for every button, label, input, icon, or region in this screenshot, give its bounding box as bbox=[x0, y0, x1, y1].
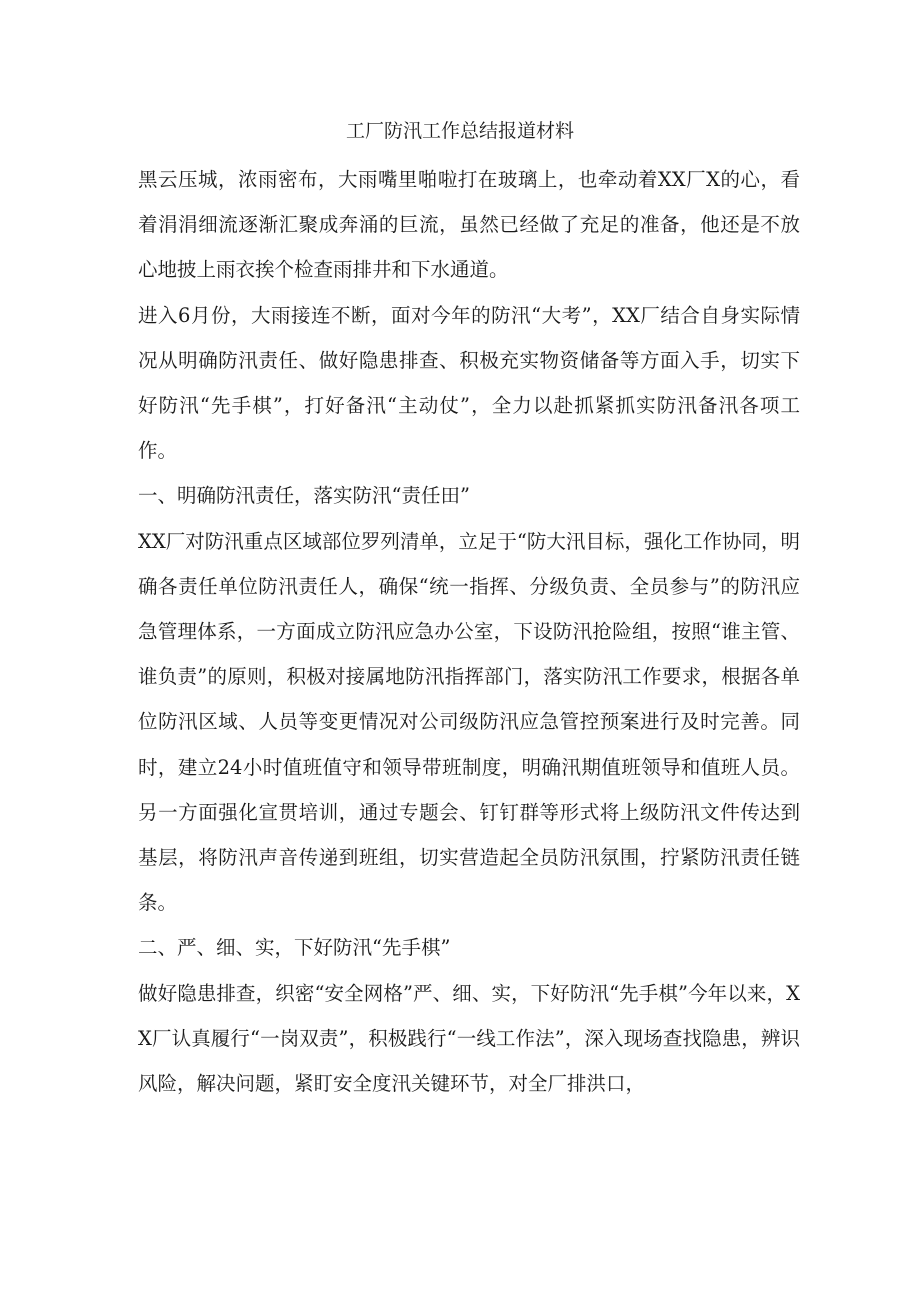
document-body bbox=[138, 157, 800, 1106]
paragraph-inspection: 做好隐患排查，织密“安全网格”严、细、实，下好防汛“先手棋”今年以来，XX厂认真履行“一岗双责”，积极践行“一线工作法”，深入现场查找隐患，辨识风险，解决问题，紧盯安全度汛关键环节，对全厂排洪口， bbox=[138, 981, 800, 1096]
document-title: 工厂防汛工作总结报道材料 bbox=[345, 120, 574, 142]
paragraph-responsibility: XX厂对防汛重点区域部位罗列清单，立足于“防大汛目标，强化工作协同，明确各责任单位防汛责任人，确保“统一指挥、分级负责、全员参与”的防汛应急管理体系，一方面成立防汛应急办公室，下设防汛抢险组，按照“谁主管、谁负责”的原则，积极对接属地防汛指挥部门，落实防汛工作要求，根据各单位防汛区域、人员等变更情况对公司级防汛应急管控预案进行及时完善。同时，建立24小时值班值守和领导带班制度，明确汛期值班领导和值班人员。另一方面强化宣贯培训，通过专题会、钉钉群等形式将上级防汛文件传达到基层，将防汛声音传递到班组，切实营造起全员防汛氛围，拧紧防汛责任链条。 bbox=[138, 529, 800, 915]
paragraph-june: 进入6月份，大雨接连不断，面对今年的防汛“大考”，XX厂结合自身实际情况从明确防汛责任、做好隐患排查、积极充实物资储备等方面入手，切实下好防汛“先手棋”，打好备汛“主动仗”，全力以赴抓紧抓实防汛备汛各项工作。 bbox=[138, 303, 800, 463]
paragraph-intro: 黑云压城，浓雨密布，大雨嘴里啪啦打在玻璃上，也牵动着XX厂X的心，看着涓涓细流逐渐汇聚成奔涌的巨流，虽然已经做了充足的准备，他还是不放心地披上雨衣挨个检查雨排井和下水通道。 bbox=[138, 168, 800, 282]
section-heading-2: 二、严、细、实，下好防汛“先手棋” bbox=[138, 936, 451, 960]
section-heading-1: 一、明确防汛责任，落实防汛“责任田” bbox=[138, 484, 470, 508]
